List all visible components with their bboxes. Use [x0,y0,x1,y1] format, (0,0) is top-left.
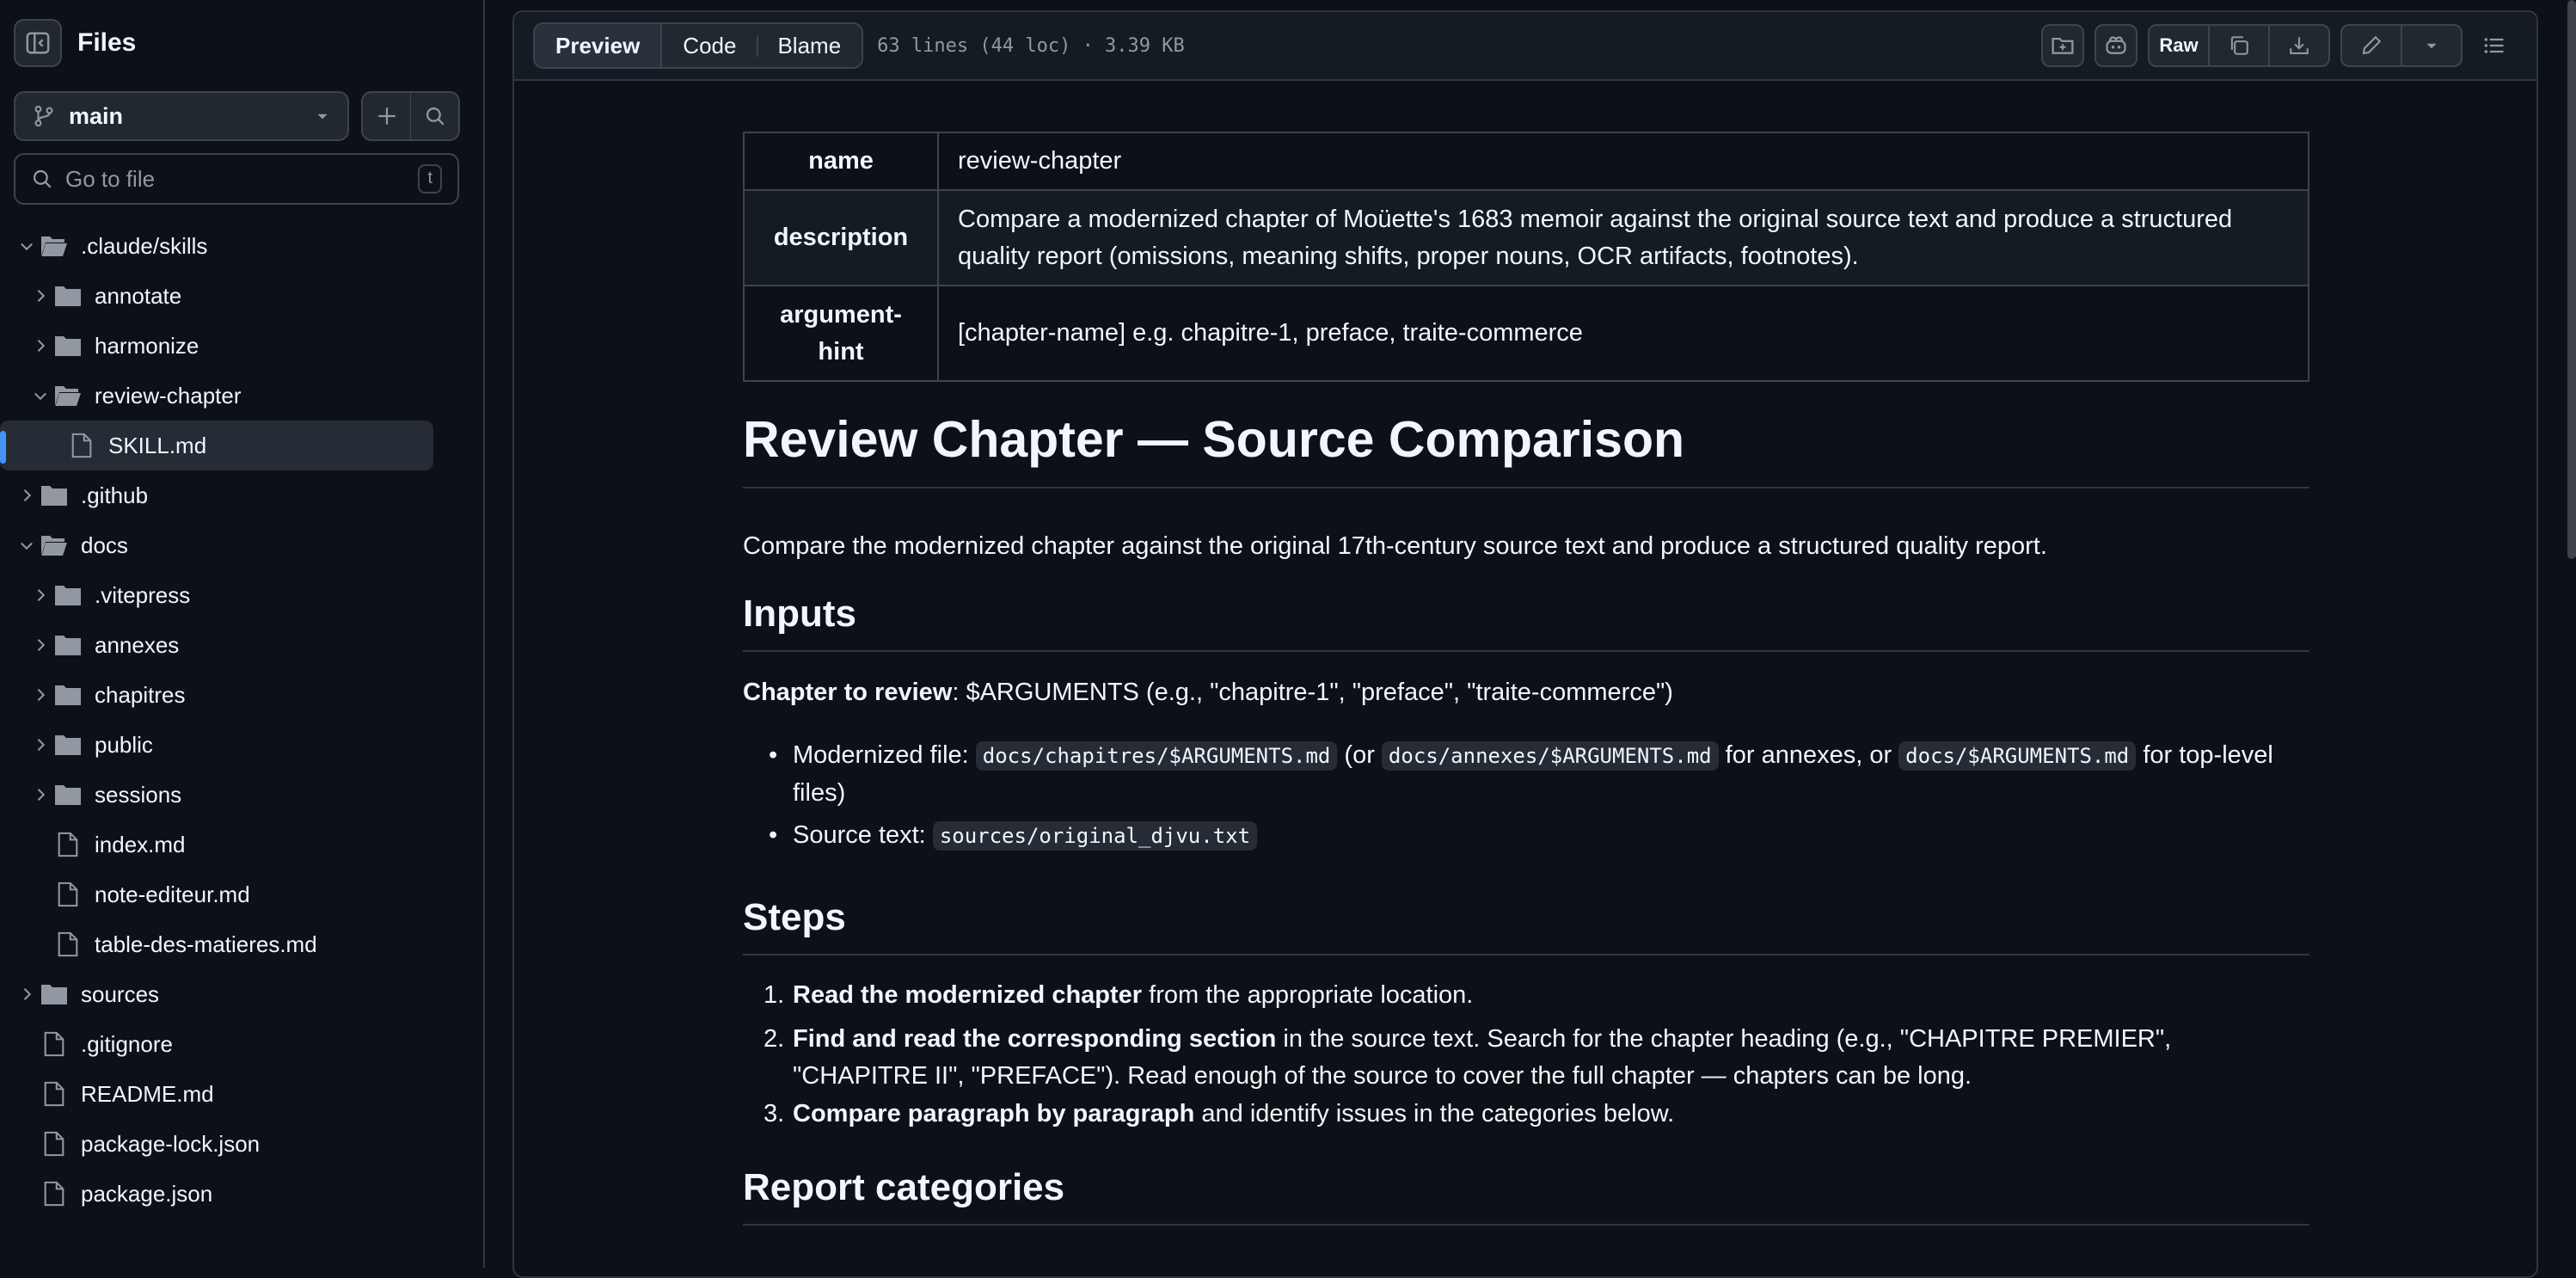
collapse-sidebar-button[interactable] [14,19,62,67]
edit-file-button[interactable] [2342,26,2401,65]
inputs-heading: Inputs [743,590,2309,652]
raw-copy-download-group [2148,24,2330,67]
list-item: • Source text: sources/original_djvu.txt [793,817,2309,855]
tree-folder[interactable] [0,221,483,271]
folder-open-icon [40,533,68,557]
report-categories-heading: Report categories [743,1164,2309,1226]
tree-item-label: harmonize [95,332,199,359]
list-item: 2. Find and read the corresponding section in the source text. Search for the chapter heading (e.g., "CHAPITRE PREMIER", "CHAPITRE II", "PREFACE"). Read enough of the source to cover the full chapter — chapters can be long. [764,1025,2172,1090]
tree-folder[interactable] [0,470,483,520]
file-icon [71,433,93,458]
page-scrollbar-thumb[interactable] [2567,0,2576,559]
triangle-down-icon [2424,38,2439,53]
chapter-label: Chapter to review [743,679,953,706]
caret-down-icon [315,108,330,124]
outline-button[interactable] [2473,24,2516,67]
chevron-right-icon [18,986,35,1003]
inline-code: docs/$ARGUMENTS.md [1898,741,2136,771]
go-to-file-placeholder: Go to file [65,165,156,192]
copilot-button[interactable] [2095,24,2137,67]
tree-folder[interactable] [0,670,483,720]
add-file-button[interactable] [361,91,411,141]
folder-open-icon [40,234,68,258]
tree-item-label: table-des-matieres.md [95,931,317,957]
frontmatter-table [743,132,2309,382]
folder-icon [40,483,68,507]
tree-item-label: package.json [81,1180,213,1207]
chevron-right-icon [32,287,49,304]
file-icon [43,1031,65,1057]
tree-item-label: note-editeur.md [95,881,250,907]
file-viewer [512,10,2538,1278]
tab-code[interactable]: Code [662,24,757,67]
chevron-right-icon [32,636,49,654]
tree-item-label: chapitres [95,681,186,708]
file-tree-sidebar [0,0,485,1268]
file-toolbar [514,12,2536,81]
tree-item-label: README.md [81,1080,214,1107]
copy-icon [2228,34,2250,57]
table-row [744,190,2309,286]
tree-file[interactable] [0,1019,483,1069]
tree-folder[interactable] [0,321,483,371]
folder-icon [54,334,82,358]
chapter-arguments: : $ARGUMENTS (e.g., "chapitre-1", "preface", "traite-commerce") [952,679,1673,706]
inline-code: sources/original_djvu.txt [933,821,1257,851]
chevron-down-icon [18,537,35,554]
tree-item-label: .claude/skills [81,232,208,259]
git-branch-icon [33,105,55,127]
chevron-right-icon [18,487,35,504]
edit-options-button[interactable] [2401,26,2461,65]
copilot-icon [2104,34,2128,58]
inline-code: docs/annexes/$ARGUMENTS.md [1382,741,1719,771]
copy-raw-button[interactable] [2208,26,2268,65]
raw-button[interactable] [2150,26,2208,65]
tree-item-label: public [95,731,153,758]
chevron-right-icon [32,786,49,803]
file-icon [43,1181,65,1207]
tree-item-label: index.md [95,831,186,857]
tree-item-label: sessions [95,781,182,808]
frontmatter-key: argument-hint [744,286,938,381]
tree-file[interactable] [0,421,433,470]
chevron-down-icon [18,237,35,255]
folder-icon [54,633,82,657]
chevron-right-icon [32,587,49,604]
tree-item-label: sources [81,980,160,1007]
tree-item-label: SKILL.md [108,432,207,458]
pencil-icon [2360,34,2383,57]
branch-name: main [69,102,124,129]
tree-file[interactable] [0,919,483,969]
folder-icon [54,683,82,707]
list-item: 1. Read the modernized chapter from the appropriate location. [764,981,1474,1009]
keyboard-shortcut: t [418,164,442,194]
tree-file[interactable] [0,869,483,919]
file-tree [0,221,483,1219]
file-info: 63 lines (44 loc) · 3.39 KB [877,34,1185,57]
folder-open-icon [54,384,82,408]
branch-selector[interactable] [14,91,349,141]
table-row [744,132,2309,190]
file-icon [57,882,79,907]
tree-folder[interactable] [0,770,483,820]
go-to-file-input[interactable] [14,153,459,205]
tree-item-label: .vitepress [95,581,191,608]
markdown-body [743,132,2309,1208]
view-mode-tabs [533,22,863,69]
folder-icon [54,284,82,308]
sidebar-title: Files [77,28,137,57]
sidebar-header [14,17,136,69]
raw-label: Raw [2159,34,2199,56]
edit-group [2340,24,2463,67]
tree-folder[interactable] [0,969,483,1019]
chevron-right-icon [32,686,49,704]
folder-icon [40,982,68,1006]
tree-file[interactable] [0,1119,483,1169]
toolbar-actions [2041,24,2516,67]
chapter-to-review [743,674,2309,711]
list-unordered-icon [2482,34,2506,58]
tree-item-label: .github [81,482,149,508]
file-directory-icon [2051,34,2075,58]
intro-paragraph: Compare the modernized chapter against the original 17th-century source text and produce a structured quality report. [743,532,2047,560]
tree-item-label: .gitignore [81,1030,173,1057]
tab-blame[interactable]: Blame [757,24,862,67]
frontmatter-value: review-chapter [938,132,2309,190]
selected-indicator [0,431,6,464]
frontmatter-key: description [744,190,938,286]
file-icon [43,1131,65,1157]
file-icon [57,832,79,857]
tree-item-label: annexes [95,631,180,658]
chevron-down-icon [32,387,49,404]
search-icon [424,105,446,127]
tree-folder[interactable] [0,720,483,770]
tree-file[interactable] [0,1069,483,1119]
frontmatter-value: [chapter-name] e.g. chapitre-1, preface, traite-commerce [938,286,2309,381]
folder-icon [54,583,82,607]
frontmatter-value: Compare a modernized chapter of Moüette's 1683 memoir against the original source text and produce a structured quality report (omissions, meaning shifts, proper nouns, OCR artifacts, footnotes). [938,190,2309,286]
file-icon [43,1081,65,1107]
download-raw-button[interactable] [2268,26,2328,65]
tree-item-label: review-chapter [95,382,242,409]
tree-file[interactable] [0,820,483,869]
download-icon [2288,34,2310,57]
search-icon [31,168,53,190]
tab-preview[interactable]: Preview [535,24,662,67]
chevron-right-icon [32,736,49,753]
tree-folder[interactable] [0,520,483,570]
sidebar-collapse-icon [25,30,51,56]
plus-icon [376,105,398,127]
tree-item-label: package-lock.json [81,1130,261,1157]
file-icon [57,931,79,957]
tree-item-label: docs [81,531,128,558]
tree-item-label: annotate [95,282,182,309]
search-code-button[interactable] [410,91,460,141]
tree-file[interactable] [0,1169,483,1219]
tree-folder[interactable] [0,570,483,620]
list-item: • Modernized file: docs/chapitres/$ARGUMENTS.md (or docs/annexes/$ARGUMENTS.md for annexes, or docs/$ARGUMENTS.md for top-level files) [769,741,2273,807]
tree-folder[interactable] [0,371,483,421]
steps-heading: Steps [743,894,2309,955]
folder-icon [54,783,82,807]
folder-icon [54,733,82,757]
chevron-right-icon [32,337,49,354]
tree-folder[interactable] [0,271,483,321]
inline-code: docs/chapitres/$ARGUMENTS.md [976,741,1338,771]
list-item: 3. Compare paragraph by paragraph and identify issues in the categories below. [764,1100,1675,1127]
frontmatter-key: name [744,132,938,190]
open-in-folder-button[interactable] [2041,24,2084,67]
page-title: Review Chapter — Source Comparison [743,409,2309,488]
table-row [744,286,2309,381]
tree-folder[interactable] [0,620,483,670]
